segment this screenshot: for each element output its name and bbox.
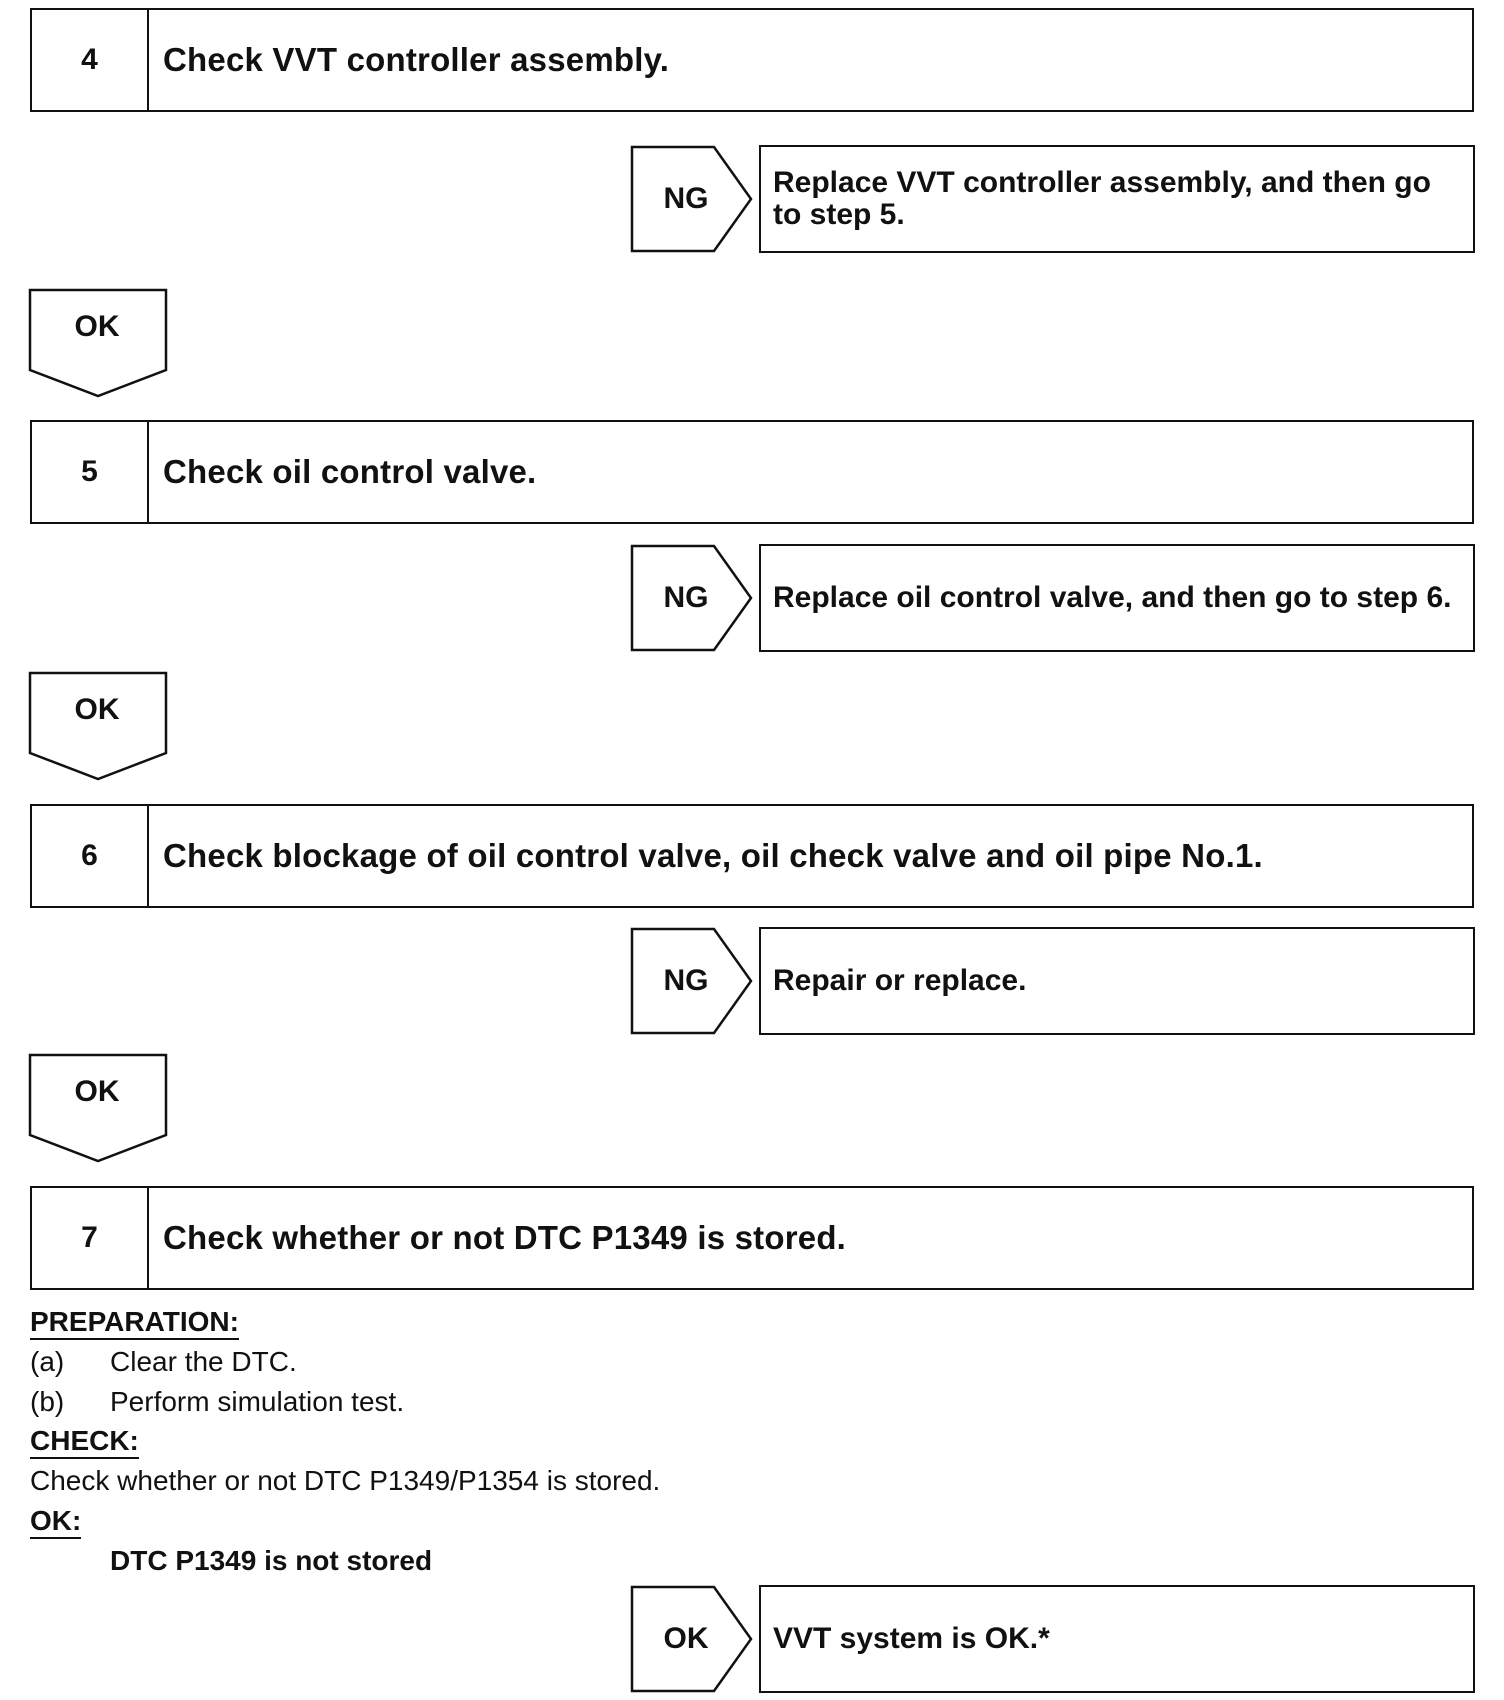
step-title: Check blockage of oil control valve, oil check valve and oil pipe No.1. [163, 837, 1263, 874]
ng-result-text: Repair or replace. [759, 927, 1475, 1035]
ok-result-text: VVT system is OK.* [759, 1585, 1475, 1693]
step-number: 5 [32, 422, 149, 522]
step-title: Check VVT controller assembly. [163, 41, 670, 78]
ok-label: OK [663, 1622, 709, 1655]
check-text: Check whether or not DTC P1349/P1354 is stored. [30, 1465, 661, 1496]
step-number: 6 [32, 806, 149, 906]
ng-branch-step-5 [630, 544, 1475, 652]
ng-label: NG [663, 964, 709, 997]
preparation-heading-line [30, 1306, 239, 1338]
step-number: 4 [32, 10, 149, 110]
ok-label: OK [74, 1075, 120, 1108]
step-title: Check oil control valve. [163, 453, 537, 490]
ng-result-text: Replace oil control valve, and then go to step 6. [759, 544, 1475, 652]
item-text: Clear the DTC. [110, 1346, 297, 1377]
ng-branch-step-4 [630, 145, 1475, 253]
step-7-box [30, 1186, 1474, 1290]
step-number: 7 [32, 1188, 149, 1288]
preparation-item [30, 1386, 404, 1418]
ok-heading: OK: [30, 1505, 81, 1539]
preparation-item [30, 1346, 297, 1378]
item-key: (b) [30, 1386, 65, 1417]
ok-label: OK [74, 310, 120, 343]
check-heading-line [30, 1425, 139, 1457]
ng-label: NG [663, 182, 709, 215]
ok-arrow-step-5 [28, 671, 168, 781]
ng-branch-step-6 [630, 927, 1475, 1035]
ok-condition-text: DTC P1349 is not stored [110, 1545, 433, 1576]
ok-branch-step-7 [630, 1585, 1475, 1693]
check-heading: CHECK: [30, 1425, 139, 1459]
ok-heading-line [30, 1505, 81, 1537]
preparation-heading: PREPARATION: [30, 1306, 239, 1340]
ng-result-text: Replace VVT controller assembly, and then go to step 5. [759, 145, 1475, 253]
ok-label: OK [74, 693, 120, 726]
ng-label: NG [663, 581, 709, 614]
step-5-box [30, 420, 1474, 524]
ok-arrow-step-4 [28, 288, 168, 398]
item-text: Perform simulation test. [110, 1386, 405, 1417]
step-6-box [30, 804, 1474, 908]
step-4-box [30, 8, 1474, 112]
ok-arrow-step-6 [28, 1053, 168, 1163]
item-key: (a) [30, 1346, 65, 1377]
step-title: Check whether or not DTC P1349 is stored. [163, 1219, 847, 1256]
